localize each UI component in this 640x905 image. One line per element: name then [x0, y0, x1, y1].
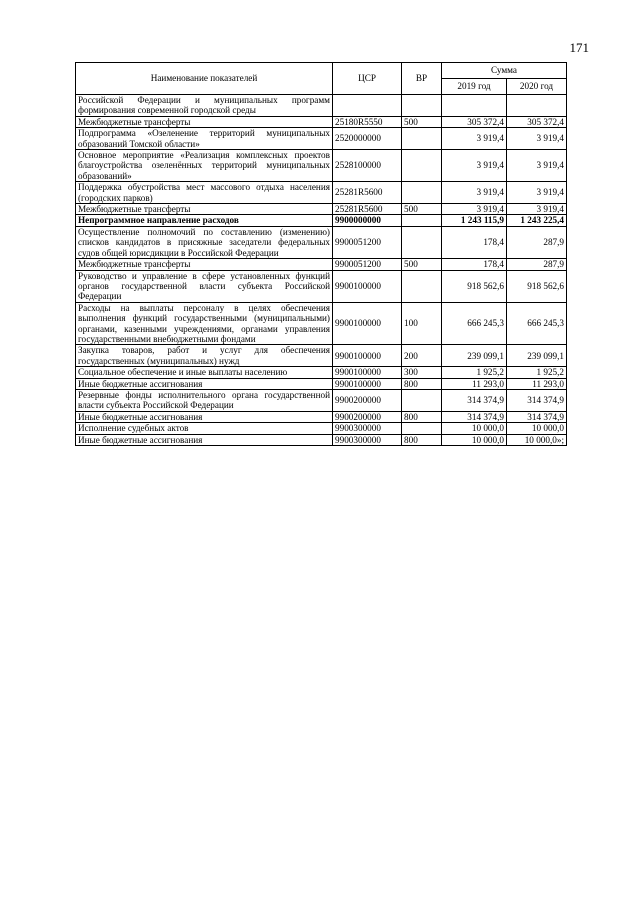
- row-vr-code: [402, 270, 442, 302]
- row-csr-code: 9900100000: [333, 345, 402, 367]
- row-sum-2019: 239 099,1: [442, 345, 507, 367]
- page-number: 171: [569, 40, 589, 55]
- row-csr-code: 9900051200: [333, 259, 402, 270]
- row-sum-2020: 3 919,4: [507, 182, 567, 204]
- row-vr-code: 800: [402, 411, 442, 422]
- row-csr-code: 25281R5600: [333, 182, 402, 204]
- row-vr-code: 800: [402, 434, 442, 445]
- row-vr-code: 200: [402, 345, 442, 367]
- row-sum-2019: 1 925,2: [442, 367, 507, 378]
- row-sum-2020: 287,9: [507, 226, 567, 258]
- row-vr-code: [402, 215, 442, 226]
- row-sum-2019: 178,4: [442, 226, 507, 258]
- table-row: [76, 411, 567, 422]
- row-csr-code: 9900200000: [333, 389, 402, 411]
- row-sum-2019: 10 000,0: [442, 423, 507, 434]
- row-sum-2019: 11 293,0: [442, 378, 507, 389]
- table-row: [76, 378, 567, 389]
- row-csr-code: 9900051200: [333, 226, 402, 258]
- row-sum-2020: 305 372,4: [507, 116, 567, 127]
- row-sum-2020: 3 919,4: [507, 128, 567, 150]
- row-vr-code: 300: [402, 367, 442, 378]
- row-name: Закупка товаров, работ и услуг для обеспечения государственных (муниципальных) нужд: [76, 345, 333, 367]
- row-csr-code: 9900100000: [333, 302, 402, 345]
- row-sum-2019: 178,4: [442, 259, 507, 270]
- row-name: Расходы на выплаты персоналу в целях обеспечения выполнения функций государственными (муниципальными) органами, казенными учреждениями, органами управления государственными внебюджетными фондами: [76, 302, 333, 345]
- row-csr-code: 9900300000: [333, 423, 402, 434]
- row-vr-code: [402, 226, 442, 258]
- row-name: Межбюджетные трансферты: [76, 204, 333, 215]
- row-sum-2020: 1 925,2: [507, 367, 567, 378]
- row-vr-code: 500: [402, 259, 442, 270]
- table-row: [76, 302, 567, 345]
- row-sum-2020: 3 919,4: [507, 150, 567, 182]
- row-name: Подпрограмма «Озеленение территорий муниципальных образований Томской области»: [76, 128, 333, 150]
- row-csr-code: 25281R5600: [333, 204, 402, 215]
- table-row: [76, 116, 567, 127]
- row-vr-code: 800: [402, 378, 442, 389]
- row-name: Исполнение судебных актов: [76, 423, 333, 434]
- row-sum-2020: [507, 95, 567, 117]
- row-sum-2019: 666 245,3: [442, 302, 507, 345]
- row-name: Осуществление полномочий по составлению (изменению) списков кандидатов в присяжные заседатели федеральных судов общей юрисдикции в Российской Федерации: [76, 226, 333, 258]
- row-name: Иные бюджетные ассигнования: [76, 378, 333, 389]
- table-row: [76, 423, 567, 434]
- row-sum-2020: 287,9: [507, 259, 567, 270]
- row-csr-code: 2528100000: [333, 150, 402, 182]
- table-row: [76, 345, 567, 367]
- row-name: Руководство и управление в сфере установленных функций органов государственной власти субъекта Российской Федерации: [76, 270, 333, 302]
- row-vr-code: [402, 423, 442, 434]
- row-vr-code: [402, 182, 442, 204]
- table-body: [76, 95, 567, 446]
- row-csr-code: 9900200000: [333, 411, 402, 422]
- row-sum-2020: 314 374,9: [507, 389, 567, 411]
- header-year-2020: 2020 год: [507, 79, 567, 95]
- table-row: [76, 367, 567, 378]
- row-vr-code: [402, 389, 442, 411]
- row-name: Межбюджетные трансферты: [76, 116, 333, 127]
- row-vr-code: 100: [402, 302, 442, 345]
- row-sum-2019: 314 374,9: [442, 411, 507, 422]
- row-csr-code: 25180R5550: [333, 116, 402, 127]
- table-row: [76, 215, 567, 226]
- header-year-2019: 2019 год: [442, 79, 507, 95]
- row-vr-code: 500: [402, 116, 442, 127]
- row-csr-code: 9900100000: [333, 270, 402, 302]
- row-csr-code: 9900100000: [333, 367, 402, 378]
- budget-table: [75, 62, 567, 446]
- row-csr-code: 2520000000: [333, 128, 402, 150]
- row-sum-2019: 3 919,4: [442, 182, 507, 204]
- table-row: [76, 270, 567, 302]
- row-sum-2019: 3 919,4: [442, 150, 507, 182]
- row-csr-code: 9900300000: [333, 434, 402, 445]
- row-sum-2020: 10 000,0»;: [507, 434, 567, 445]
- row-name: Иные бюджетные ассигнования: [76, 434, 333, 445]
- row-sum-2020: 314 374,9: [507, 411, 567, 422]
- row-sum-2020: 11 293,0: [507, 378, 567, 389]
- table-row: [76, 204, 567, 215]
- row-sum-2020: 666 245,3: [507, 302, 567, 345]
- table-row: [76, 128, 567, 150]
- row-sum-2019: 3 919,4: [442, 204, 507, 215]
- table-row: [76, 434, 567, 445]
- row-vr-code: [402, 150, 442, 182]
- row-name: Основное мероприятие «Реализация комплексных проектов благоустройства озеленённых территорий муниципальных образований»: [76, 150, 333, 182]
- table-header: [76, 63, 567, 95]
- row-sum-2019: 10 000,0: [442, 434, 507, 445]
- row-sum-2019: 3 919,4: [442, 128, 507, 150]
- row-csr-code: [333, 95, 402, 117]
- row-sum-2020: 3 919,4: [507, 204, 567, 215]
- header-vr: ВР: [402, 63, 442, 95]
- row-sum-2020: 918 562,6: [507, 270, 567, 302]
- row-csr-code: 9900000000: [333, 215, 402, 226]
- table-row: [76, 95, 567, 117]
- row-vr-code: [402, 128, 442, 150]
- row-sum-2020: 239 099,1: [507, 345, 567, 367]
- row-sum-2020: 1 243 225,4: [507, 215, 567, 226]
- row-sum-2019: [442, 95, 507, 117]
- row-sum-2019: 314 374,9: [442, 389, 507, 411]
- table-row: [76, 389, 567, 411]
- table-row: [76, 226, 567, 258]
- row-name: Поддержка обустройства мест массового отдыха населения (городских парков): [76, 182, 333, 204]
- table-row: [76, 259, 567, 270]
- header-csr: ЦСР: [333, 63, 402, 95]
- header-sum: Сумма: [442, 63, 567, 79]
- row-sum-2019: 918 562,6: [442, 270, 507, 302]
- row-name: Межбюджетные трансферты: [76, 259, 333, 270]
- row-vr-code: [402, 95, 442, 117]
- row-name: Непрограммное направление расходов: [76, 215, 333, 226]
- row-sum-2019: 1 243 115,9: [442, 215, 507, 226]
- row-vr-code: 500: [402, 204, 442, 215]
- table-row: [76, 182, 567, 204]
- header-name: Наименование показателей: [76, 63, 333, 95]
- row-sum-2019: 305 372,4: [442, 116, 507, 127]
- row-name: Российской Федерации и муниципальных программ формирования современной городской среды: [76, 95, 333, 117]
- row-csr-code: 9900100000: [333, 378, 402, 389]
- row-sum-2020: 10 000,0: [507, 423, 567, 434]
- row-name: Резервные фонды исполнительного органа государственной власти субъекта Российской Федерации: [76, 389, 333, 411]
- row-name: Социальное обеспечение и иные выплаты населению: [76, 367, 333, 378]
- row-name: Иные бюджетные ассигнования: [76, 411, 333, 422]
- table-row: [76, 150, 567, 182]
